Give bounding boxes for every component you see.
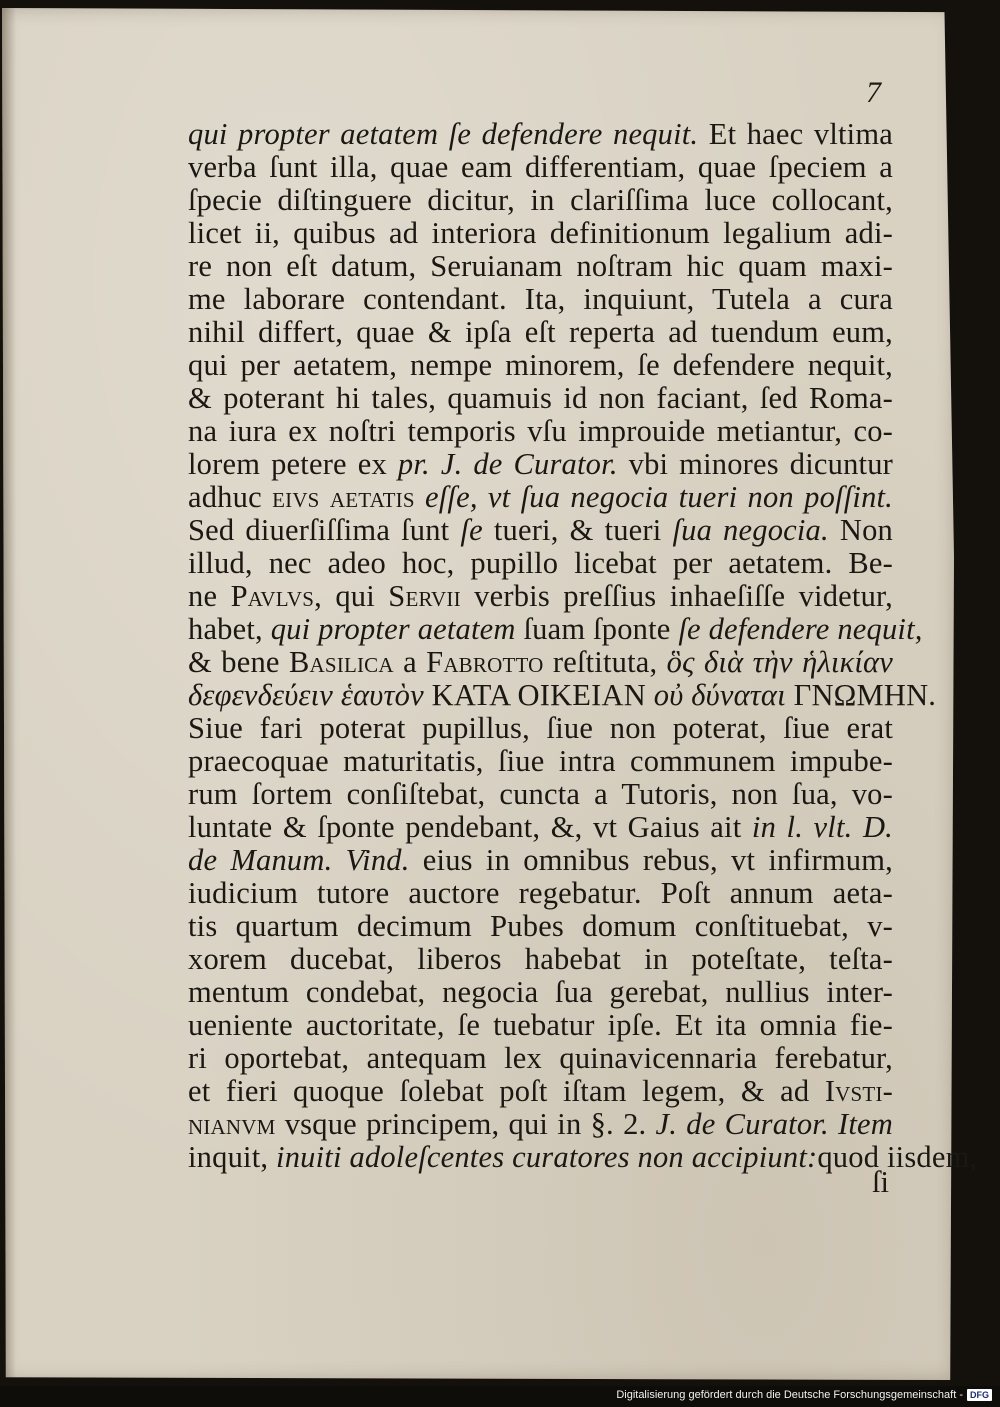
text-run: lorem petere ex: [188, 447, 398, 481]
small-caps-text: Servii: [388, 579, 461, 613]
text-run: xorem ducebat, liberos habebat in poteſtate, teſta-: [188, 942, 893, 976]
text-line: [188, 415, 893, 448]
text-run: Et haec vltima: [698, 117, 893, 151]
italic-text: ſe defendere nequit,: [678, 612, 923, 646]
text-run: vsque principem, qui in §. 2.: [275, 1107, 656, 1141]
italic-text: δεφενδεύειν ἑαυτὸν: [188, 678, 424, 712]
text-run: vbi minores dicuntur: [617, 447, 894, 481]
text-run: iudicium tutore auctore regebatur. Poſt annum aeta-: [188, 876, 893, 910]
italic-text: eſſe, vt ſua negocia tueri non poſſint.: [425, 480, 894, 514]
text-run: & bene: [188, 645, 289, 679]
text-run: [415, 480, 425, 514]
text-run: ſuam ſponte: [515, 612, 679, 646]
italic-text: qui propter aetatem ſe defendere nequit.: [188, 117, 699, 151]
text-run: quod iisdem,: [817, 1140, 978, 1174]
small-caps-text: Pavlvs: [230, 579, 315, 613]
text-line: [188, 382, 893, 415]
text-line: [188, 481, 893, 514]
text-line: [188, 612, 923, 646]
text-run: na iura ex noſtri temporis vſu improuide metiantur, co-: [188, 414, 893, 448]
footer-credit: [616, 1387, 992, 1403]
small-caps-text: Basilica: [288, 645, 394, 679]
text-line: [188, 910, 893, 943]
text-run: verba ſunt illa, quae eam differentiam, quae ſpeciem a: [188, 150, 893, 184]
text-line: [188, 712, 893, 745]
text-run: tis quartum decimum Pubes domum conſtituebat, v-: [188, 909, 893, 943]
text-run: , qui: [314, 579, 389, 613]
text-run: mentum condebat, negocia ſua gerebat, nullius inter-: [188, 975, 893, 1009]
text-line: [188, 349, 893, 382]
text-run: ſpecie diſtinguere dicitur, in clariſſima luce collocant,: [188, 183, 893, 217]
small-caps-text: Fabrotto: [426, 645, 544, 679]
italic-text: ὃς διὰ τὴν ἡλικίαν: [666, 645, 893, 679]
text-line: [188, 745, 893, 778]
text-run: qui per aetatem, nempe minorem, ſe defendere nequit,: [188, 348, 893, 382]
italic-text: in l. vlt. D.: [751, 810, 893, 844]
text-line: [188, 514, 893, 547]
text-run: Sed diuerſiſſima ſunt: [188, 513, 461, 547]
text-line: [188, 1140, 978, 1174]
catchword: ſi: [872, 1165, 889, 1199]
text-run: & poterant hi tales, quamuis id non faciant, ſed Roma-: [188, 381, 893, 415]
text-run: licet ii, quibus ad interiora definitionum legalium adi-: [188, 216, 893, 250]
text-line: [188, 217, 893, 250]
small-caps-text: Ivsti-: [824, 1074, 893, 1108]
text-line: [188, 778, 893, 811]
italic-text: ſua negocia.: [672, 513, 829, 547]
spine-shadow: [2, 8, 16, 1380]
text-line: [188, 943, 893, 976]
text-line: [188, 976, 893, 1009]
text-line: [188, 184, 893, 217]
text-run: nihil differt, quae & ipſa eſt reperta ad tuendum eum,: [188, 315, 893, 349]
text-line: [188, 580, 893, 613]
italic-text: ſe: [460, 513, 483, 547]
text-line: [188, 1042, 893, 1075]
text-run: re non eſt datum, Seruianam noſtram hic quam maxi-: [188, 249, 893, 283]
text-line: [188, 811, 893, 844]
text-line: [188, 151, 893, 184]
text-run: praecoquae maturitatis, ſiue intra communem impube-: [188, 744, 893, 778]
text-line: [188, 1009, 893, 1042]
text-run: inquit,: [188, 1140, 277, 1174]
text-run: ΚΑΤΑ ΟΙΚΕΙΑΝ: [423, 678, 654, 712]
text-run: adhuc: [188, 480, 273, 514]
text-run: Non: [828, 513, 893, 547]
text-line: [188, 844, 893, 877]
text-line: [188, 1075, 893, 1108]
text-run: reſtituta,: [543, 645, 667, 679]
text-run: illud, nec adeo hoc, pupillo licebat per aetatem. Be-: [188, 546, 893, 580]
text-line: [188, 316, 893, 349]
italic-text: pr. J. de Curator.: [397, 447, 618, 481]
text-line: [188, 1108, 893, 1141]
text-run: ΓΝΩΜΗΝ.: [785, 678, 937, 712]
text-line: [188, 448, 893, 481]
text-run: verbis preſſius inhaeſiſſe videtur,: [460, 579, 893, 613]
text-run: a: [393, 645, 427, 679]
italic-text: J. de Curator. Item: [655, 1107, 893, 1141]
text-line: [188, 283, 893, 316]
body-text: [188, 117, 978, 1174]
small-caps-text: nianvm: [188, 1107, 276, 1141]
text-line: [188, 646, 893, 679]
text-line: [188, 250, 893, 283]
text-run: rum ſortem conſiſtebat, cuncta a Tutoris, non ſua, vo-: [188, 777, 893, 811]
italic-text: de Manum. Vind.: [188, 843, 410, 877]
text-run: tueri, & tueri: [482, 513, 673, 547]
text-run: ri oportebat, antequam lex quinavicennaria ferebatur,: [188, 1041, 893, 1075]
funding-credit-text: Digitalisierung gefördert durch die Deutsche Forschungsgemeinschaft -: [616, 1389, 963, 1401]
italic-text: inuiti adoleſcentes curatores non accipiunt:: [276, 1140, 818, 1174]
text-line: [188, 118, 893, 151]
text-line: [188, 877, 893, 910]
italic-text: qui propter aetatem: [270, 612, 516, 646]
text-line: [188, 678, 937, 712]
text-run: habet,: [188, 612, 271, 646]
text-run: luntate & ſponte pendebant, &, vt Gaius ait: [188, 810, 752, 844]
text-line: [188, 547, 893, 580]
text-run: Siue fari poterat pupillus, ſiue non poterat, ſiue erat: [188, 711, 893, 745]
text-run: ueniente auctoritate, ſe tuebatur ipſe. Et ita omnia fie-: [188, 1008, 893, 1042]
dfg-logo-icon: DFG: [967, 1389, 992, 1401]
italic-text: οὐ δύναται: [653, 678, 786, 712]
small-caps-text: eivs aetatis: [272, 480, 415, 514]
page-number: 7: [866, 76, 881, 109]
text-run: et fieri quoque ſolebat poſt iſtam legem, & ad: [188, 1074, 825, 1108]
text-run: me laborare contendant. Ita, inquiunt, Tutela a cura: [188, 282, 893, 316]
text-run: eius in omnibus rebus, vt infirmum,: [409, 843, 893, 877]
text-run: ne: [188, 579, 231, 613]
